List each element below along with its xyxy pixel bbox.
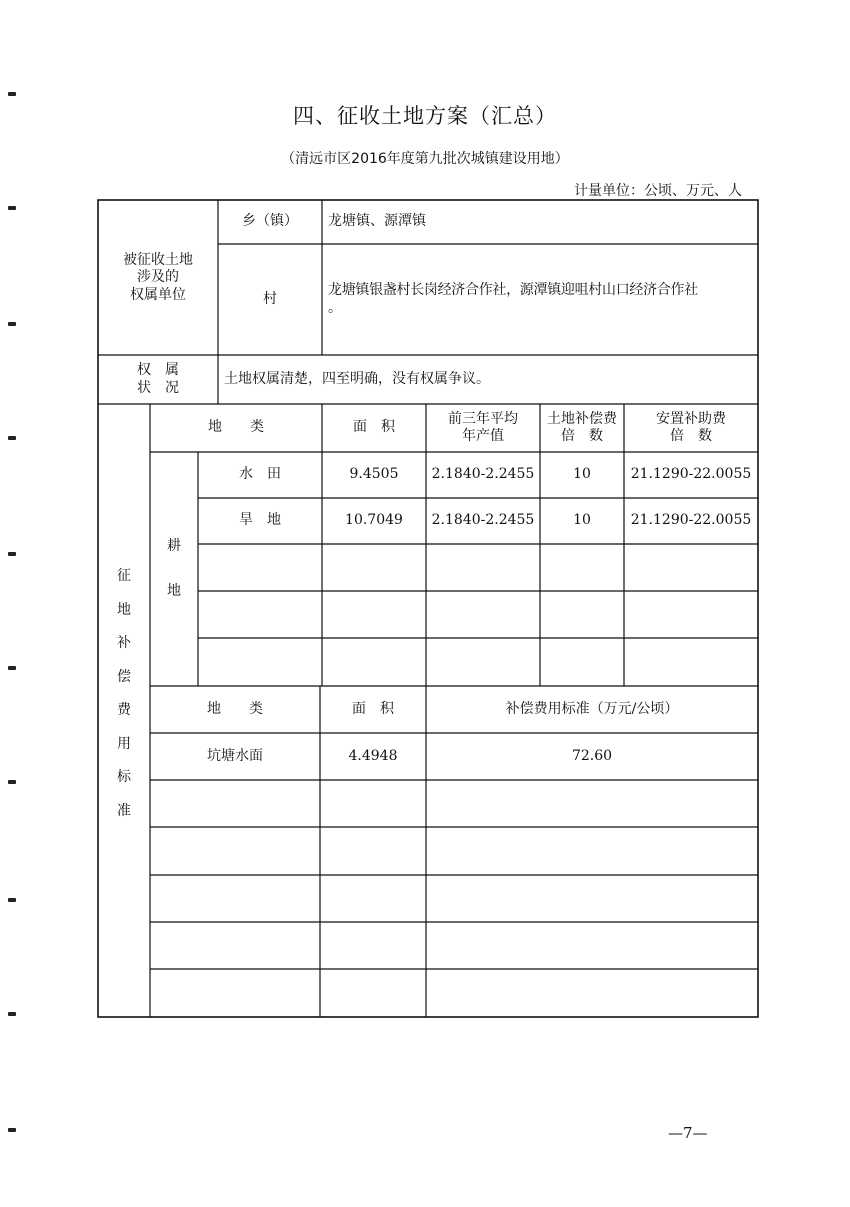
- header-comp-line1: 土地补偿费: [547, 410, 617, 427]
- header-output-line2: 年产值: [462, 428, 504, 444]
- rights-unit-label-line2: 涉及的: [137, 269, 179, 286]
- rights-unit-label-line3: 权属单位: [130, 286, 186, 303]
- header2-standard: 补偿费用标准（万元/公顷）: [505, 700, 679, 717]
- township-label: 乡（镇）: [242, 213, 298, 230]
- header2-area: 面 积: [352, 700, 394, 717]
- row3-area: 4.4948: [348, 747, 398, 764]
- header-resettle-line1: 安置补助费: [656, 410, 726, 427]
- row1-comp: 10: [573, 466, 591, 483]
- header-comp: [540, 404, 624, 452]
- row2-resettle: 21.1290-22.0055: [630, 512, 752, 529]
- rights-unit-label: [98, 244, 218, 312]
- header-output-line1: 前三年平均: [448, 410, 518, 427]
- row3-standard: 72.60: [571, 747, 613, 764]
- side-char: 地: [117, 601, 131, 618]
- row2-comp: 10: [573, 512, 591, 529]
- village-label: 村: [263, 290, 277, 307]
- header-land-type: 地 类: [208, 419, 264, 436]
- row1-type: 水 田: [239, 466, 281, 483]
- side-char: 征: [117, 568, 131, 584]
- side-char: 用: [117, 735, 131, 752]
- page-number: —7—: [668, 1124, 708, 1142]
- row1-resettle: 21.1290-22.0055: [630, 466, 752, 483]
- side-char: 标: [117, 769, 131, 785]
- row1-output: 2.1840-2.2455: [431, 466, 535, 483]
- side-char: 准: [117, 802, 131, 819]
- village-value-line2: 。: [328, 299, 342, 316]
- rights-status-label-line2: 状 况: [137, 379, 179, 396]
- header-area: 面 积: [353, 419, 395, 436]
- header-output: [426, 404, 540, 452]
- cultivated-char: 地: [167, 583, 181, 599]
- row2-type: 旱 地: [239, 512, 281, 529]
- row2-output: 2.1840-2.2455: [431, 512, 535, 529]
- rights-unit-label-line1: 被征收土地: [123, 251, 193, 268]
- side-char: 费: [117, 702, 131, 718]
- rights-status-label-line1: 权 属: [137, 362, 179, 378]
- header-comp-line2: 倍 数: [561, 428, 603, 444]
- side-char: 补: [117, 635, 131, 651]
- header-resettle-line2: 倍 数: [670, 428, 712, 444]
- village-value: [322, 244, 758, 355]
- village-value-line1: 龙塘镇银盏村长岗经济合作社，源潭镇迎咀村山口经济合作社: [328, 282, 698, 298]
- row1-area: 9.4505: [349, 466, 399, 483]
- row2-area: 10.7049: [345, 512, 403, 529]
- document-subtitle: （清远市区2016年度第九批次城镇建设用地）: [281, 151, 569, 167]
- township-value: 龙塘镇、源潭镇: [328, 213, 426, 230]
- side-char: 偿: [117, 668, 131, 685]
- cultivated-label: [150, 452, 198, 686]
- compensation-side-label: [98, 560, 150, 860]
- rights-status-label: [98, 355, 218, 404]
- header2-land-type: 地 类: [207, 700, 263, 717]
- row3-type: 坑塘水面: [207, 747, 263, 764]
- header-resettle: [624, 404, 758, 452]
- rights-status-value: 土地权属清楚，四至明确，没有权属争议。: [224, 370, 490, 387]
- document-title: 四、征收土地方案（汇总）: [293, 104, 557, 128]
- cultivated-char: 耕: [167, 537, 181, 554]
- measurement-unit: 计量单位：公顷、万元、人: [574, 183, 742, 199]
